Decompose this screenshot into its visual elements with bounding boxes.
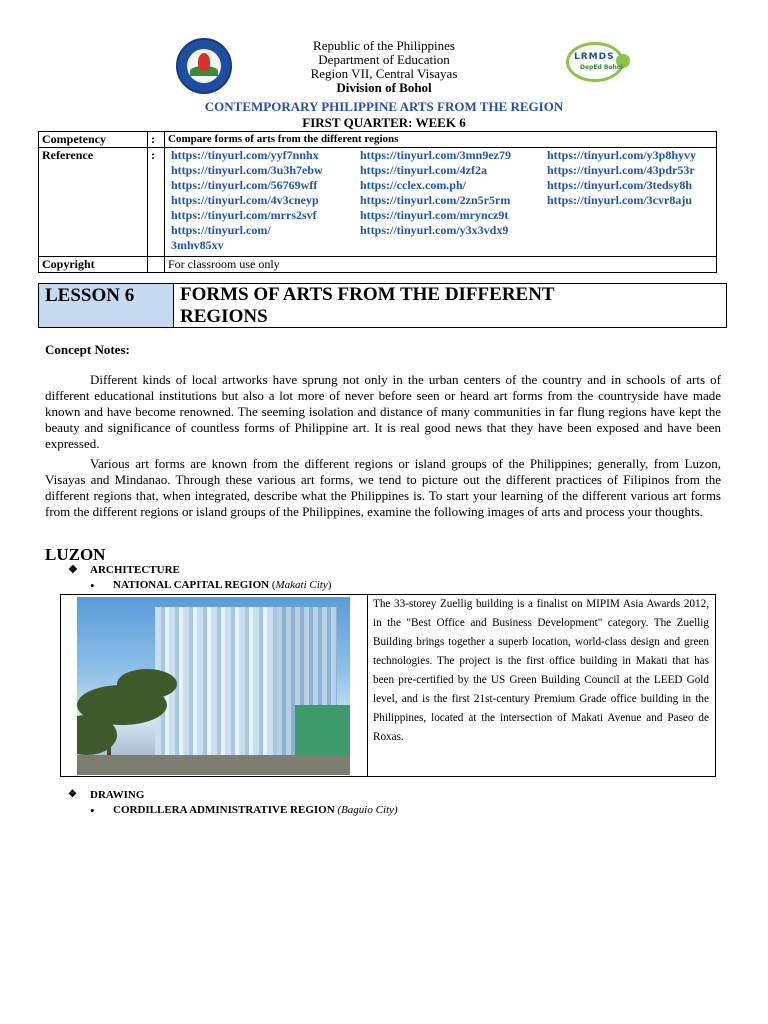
course-title: CONTEMPORARY PHILIPPINE ARTS FROM THE REGION bbox=[204, 99, 564, 114]
reference-link[interactable]: https://tinyurl.com/4zf2a bbox=[360, 163, 487, 177]
lesson-title bbox=[180, 284, 555, 328]
paren-close: ) bbox=[327, 579, 332, 591]
lesson-number bbox=[39, 284, 174, 327]
reference-link[interactable]: https://tinyurl.com/mryncz9t bbox=[360, 208, 509, 222]
reference-link[interactable]: https://tinyurl.com/3cvr8aju bbox=[547, 193, 692, 207]
copyright-row bbox=[39, 257, 717, 273]
colon: : bbox=[148, 148, 165, 257]
lesson-banner bbox=[38, 283, 727, 328]
zuellig-building-photo bbox=[77, 597, 350, 775]
concept-notes-heading: Concept Notes: bbox=[45, 342, 130, 357]
colon: : bbox=[148, 132, 165, 148]
copyright-value: For classroom use only bbox=[165, 257, 717, 273]
luzon-heading: LUZON bbox=[45, 545, 106, 564]
diamond-bullet: ❖ bbox=[68, 789, 77, 800]
concept-notes-paragraph-1: Different kinds of local artworks have sprung not only in the urban centers of the country and in schools of arts of different educational institutions but also a lot more of never before seen or heard art forms from the countryside have made known and have become renowned. The seeming isolation and distance of many communities in far flung regions have kept the beauty and significance of countless forms of Philippine art. It is real good news that they have been exposed and have been expressed. bbox=[45, 372, 721, 451]
reference-link[interactable]: https://tinyurl.com/3u3h7ebw bbox=[171, 163, 323, 177]
dot-bullet: • bbox=[90, 803, 95, 818]
concept-notes-paragraph-2: Various art forms are known from the different regions or island groups of the Philippines; generally, from Luzon, Visayas and Mindanao. Through these various art forms, we tend to picture out the different practices of Filipinos from the different regions that, when integrated, describe what the Philippines is. To start your learning of the different various art forms from the different regions or island groups of the Philippines, examine the following images of arts and process your thoughts. bbox=[45, 456, 721, 519]
reference-row bbox=[39, 148, 717, 257]
reference-link[interactable]: https://tinyurl.com/mrrs2svf bbox=[171, 208, 317, 222]
reference-links bbox=[165, 148, 717, 257]
reference-link[interactable]: https://tinyurl.com/2zn5r5rm bbox=[360, 193, 511, 207]
reference-link[interactable]: https://tinyurl.com/3mn9ez79 bbox=[360, 148, 511, 162]
header-department: Department of Education bbox=[318, 52, 450, 67]
region-ncr bbox=[113, 579, 331, 591]
reference-links-column-2 bbox=[360, 148, 545, 238]
lrmds-logo-subtext: DepEd Bohol bbox=[580, 64, 623, 71]
reference-link[interactable]: https://tinyurl.com/4v3cneyp bbox=[171, 193, 319, 207]
reference-link[interactable]: 3mhv85xv bbox=[171, 238, 224, 252]
dot-bullet: • bbox=[90, 578, 95, 593]
competency-reference-table bbox=[38, 131, 717, 273]
architecture-table bbox=[60, 594, 716, 777]
reference-link[interactable]: https://tinyurl.com/y3x3vdx9 bbox=[360, 223, 509, 237]
reference-link[interactable]: https://tinyurl.com/yyf7nnhx bbox=[171, 148, 319, 162]
reference-link[interactable]: https://tinyurl.com/y3p8hyvy bbox=[547, 148, 697, 162]
reference-link[interactable]: https://tinyurl.com/43pdr53r bbox=[547, 163, 695, 177]
lesson-title-line2: REGIONS bbox=[180, 306, 268, 327]
competency-value: Compare forms of arts from the different regions bbox=[165, 132, 717, 148]
lrmds-logo-text: LRMDS bbox=[574, 52, 615, 62]
region-ncr-name: NATIONAL CAPITAL REGION bbox=[113, 579, 270, 591]
architecture-description: The 33-storey Zuellig building is a finalist on MIPIM Asia Awards 2012, in the "Best Office and Business Development" category. The Zuellig Building brings together a superb location, world-class design and green technologies. The project is the first office building in Makati that has been pre-certified by the US Green Building Council at the LEED Gold level, and is the first 21st-century Premium Grade office building in the Philippines, located at the intersection of Makati Avenue and Paseo de Roxas. bbox=[373, 598, 709, 743]
table-divider bbox=[367, 595, 368, 776]
competency-label: Competency bbox=[39, 132, 148, 148]
reference-link[interactable]: https://cclex.com.ph/ bbox=[360, 178, 466, 192]
drawing-label: DRAWING bbox=[90, 789, 145, 801]
reference-link[interactable]: https://tinyurl.com/3tedsy8h bbox=[547, 178, 693, 192]
reference-links-column-1 bbox=[171, 148, 356, 253]
competency-row bbox=[39, 132, 717, 148]
reference-link[interactable]: https://tinyurl.com/ bbox=[171, 223, 271, 237]
reference-link[interactable]: https://tinyurl.com/56769wff bbox=[171, 178, 318, 192]
region-car-city: (Baguio City) bbox=[337, 804, 398, 816]
paren-open: ( bbox=[269, 579, 276, 591]
header-republic: Republic of the Philippines bbox=[313, 38, 455, 53]
diamond-bullet: ❖ bbox=[68, 564, 78, 576]
architecture-label: ARCHITECTURE bbox=[90, 564, 180, 576]
lesson-number-text: LESSON 6 bbox=[45, 285, 135, 306]
region-car bbox=[113, 804, 398, 816]
region-car-name: CORDILLERA ADMINISTRATIVE REGION bbox=[113, 804, 335, 816]
copyright-label: Copyright bbox=[39, 257, 148, 273]
empty-cell bbox=[148, 257, 165, 273]
reference-links-column-3 bbox=[547, 148, 717, 208]
lesson-title-line1: FORMS OF ARTS FROM THE DIFFERENT bbox=[180, 284, 555, 305]
quarter-week: FIRST QUARTER: WEEK 6 bbox=[302, 115, 466, 130]
reference-label: Reference bbox=[39, 148, 148, 257]
region-ncr-city: Makati City bbox=[275, 579, 328, 591]
header-division: Division of Bohol bbox=[336, 80, 432, 95]
header-region: Region VII, Central Visayas bbox=[310, 66, 458, 81]
